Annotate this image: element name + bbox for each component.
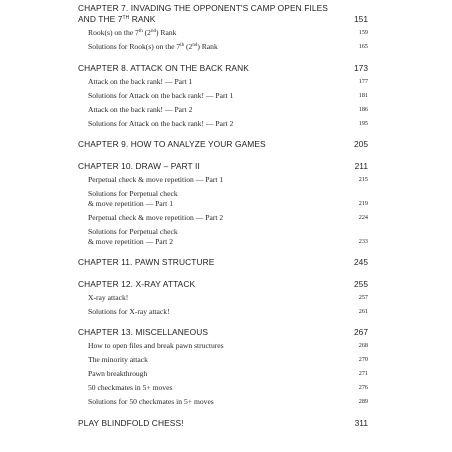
section-page-number: 219 (358, 199, 368, 207)
toc-chapter (78, 139, 368, 150)
section-page-number: 186 (358, 105, 368, 113)
toc-chapter (78, 418, 368, 429)
chapter-title: CHAPTER 12. X-RAY ATTACK (78, 278, 196, 289)
chapter-title: CHAPTER 9. HOW TO ANALYZE YOUR GAMES (78, 139, 266, 149)
section-title-line: Solutions for Perpetual check (88, 226, 178, 236)
chapter-page-number: 173 (354, 62, 368, 73)
chapter-page-number: 311 (354, 417, 368, 428)
ordinal-suffix: TH (122, 15, 130, 21)
chapter-heading (78, 139, 368, 150)
chapter-heading (78, 3, 368, 25)
section-title (88, 227, 178, 247)
chapter-page-number: 151 (354, 14, 368, 24)
section-title: Solutions for Rook(s) on the 7th (2nd) Rank (88, 42, 218, 51)
section-entry (78, 28, 368, 38)
section-page-number: 289 (358, 398, 368, 405)
section-title: Perpetual check & move repetition — Part 1 (88, 174, 224, 184)
section-title: X-ray attack! (88, 292, 129, 302)
section-page-number: 261 (358, 307, 368, 315)
section-page-number: 257 (358, 293, 368, 301)
section-title: Attack on the back rank! — Part 1 (88, 76, 193, 86)
section-title: Solutions for Attack on the back rank! — Part 2 (88, 118, 234, 128)
chapter-page-number: 255 (354, 278, 368, 289)
section-title: Rook(s) on the 7th (2nd) Rank (88, 28, 177, 37)
section-title: Perpetual check & move repetition — Part 2 (88, 212, 224, 222)
section-page-number: 268 (358, 342, 368, 349)
section-entry (78, 175, 368, 185)
section-title: The minority attack (88, 355, 148, 364)
section-entry (78, 77, 368, 87)
section-title-line: & move repetition — Part 1 (88, 198, 173, 208)
section-entry (78, 91, 368, 101)
chapter-title: CHAPTER 11. PAWN STRUCTURE (78, 257, 215, 267)
section-entry (78, 119, 368, 129)
section-entry (78, 189, 368, 209)
section-page-number: 276 (358, 384, 368, 391)
section-entry (78, 307, 368, 317)
chapter-page-number: 267 (354, 327, 368, 337)
ordinal-suffix: th (180, 43, 185, 48)
section-entry (78, 213, 368, 223)
section-entry (78, 369, 368, 379)
chapter-title-line: AND THE 7TH RANK (78, 14, 156, 24)
section-title: Solutions for Attack on the back rank! — Part 1 (88, 90, 234, 100)
section-entry (78, 383, 368, 393)
section-title: Solutions for 50 checkmates in 5+ moves (88, 397, 214, 406)
toc-chapter (78, 161, 368, 247)
chapter-page-number: 205 (354, 139, 368, 149)
section-entry (78, 227, 368, 247)
chapter-title: CHAPTER 13. MISCELLANEOUS (78, 327, 209, 337)
chapter-heading (78, 418, 368, 429)
section-page-number: 224 (358, 213, 368, 221)
section-title-line: Solutions for Perpetual check (88, 188, 178, 198)
toc-chapter (78, 3, 368, 52)
section-title-line: & move repetition — Part 2 (88, 236, 173, 246)
section-entry (78, 355, 368, 365)
chapter-title: PLAY BLINDFOLD CHESS! (78, 417, 184, 428)
chapter-heading (78, 327, 368, 338)
chapter-page-number: 211 (354, 160, 368, 171)
toc-chapter (78, 63, 368, 129)
ordinal-suffix: nd (150, 29, 156, 34)
section-title (88, 189, 178, 209)
section-title: Attack on the back rank! — Part 2 (88, 104, 193, 114)
section-page-number: 270 (358, 356, 368, 363)
chapter-title: CHAPTER 8. ATTACK ON THE BACK RANK (78, 62, 249, 73)
toc-chapter (78, 279, 368, 317)
section-title: 50 checkmates in 5+ moves (88, 383, 173, 392)
section-page-number: 233 (358, 237, 368, 245)
section-page-number: 195 (358, 119, 368, 127)
chapter-title: CHAPTER 10. DRAW – PART II (78, 160, 200, 171)
chapter-heading (78, 63, 368, 74)
section-entry (78, 293, 368, 303)
section-page-number: 165 (358, 43, 368, 50)
section-page-number: 177 (358, 77, 368, 85)
section-page-number: 215 (358, 175, 368, 183)
toc-chapter (78, 257, 368, 268)
toc-chapter (78, 327, 368, 407)
section-title: Solutions for X-ray attack! (88, 306, 170, 316)
section-page-number: 271 (358, 370, 368, 377)
ordinal-suffix: th (138, 29, 143, 34)
chapter-heading (78, 279, 368, 290)
section-page-number: 181 (358, 91, 368, 99)
section-title: How to open files and break pawn structures (88, 341, 224, 350)
section-page-number: 159 (358, 29, 368, 36)
section-entry (78, 42, 368, 52)
ordinal-suffix: nd (192, 43, 198, 48)
section-entry (78, 341, 368, 351)
chapter-page-number: 245 (354, 257, 368, 267)
chapter-heading (78, 161, 368, 172)
section-entry (78, 397, 368, 407)
table-of-contents (78, 3, 368, 439)
section-title: Pawn breakthrough (88, 369, 148, 378)
chapter-heading (78, 257, 368, 268)
section-entry (78, 105, 368, 115)
chapter-title: CHAPTER 7. INVADING THE OPPONENT'S CAMP OPEN FILES AND THE 7TH RANK (78, 3, 328, 24)
